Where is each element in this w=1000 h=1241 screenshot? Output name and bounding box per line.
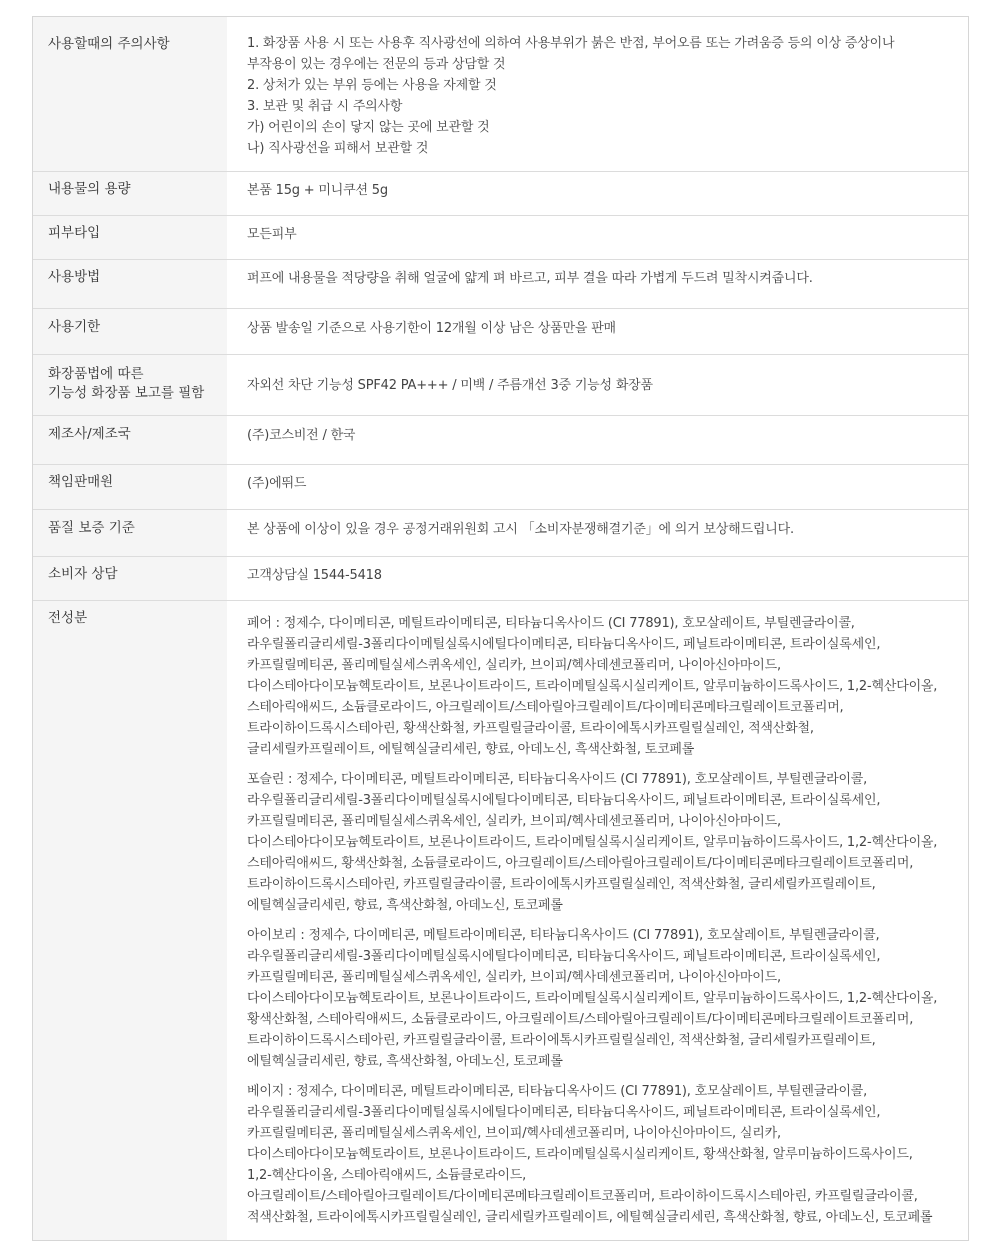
caution-line: 1. 화장품 사용 시 또는 사용후 직사광선에 의하여 사용부위가 붉은 반점, 부어오름 또는 가려움증 등의 이상 증상이나 bbox=[247, 36, 895, 51]
row-value-seller bbox=[227, 464, 968, 509]
row-label-manufacturer bbox=[33, 415, 227, 464]
row-value-manufacturer bbox=[227, 415, 968, 464]
row-value-skin-type bbox=[227, 215, 968, 259]
row-value-text: (주)에뛰드 bbox=[247, 475, 307, 491]
ingredient-line: 에틸헥실글리세린, 향료, 흑색산화철, 아데노신, 토코페롤 bbox=[247, 897, 563, 913]
caution-line: 2. 상처가 있는 부위 등에는 사용을 자제할 것 bbox=[247, 78, 497, 93]
table-row bbox=[33, 259, 968, 308]
row-value-text: 모든피부 bbox=[247, 226, 297, 242]
row-value-cautions bbox=[227, 17, 968, 171]
row-label-usage bbox=[33, 259, 227, 308]
row-value-text: 고객상담실 1544-5418 bbox=[247, 567, 382, 583]
ingredient-line: 1,2-헥산다이올, 스테아릭애씨드, 소듐클로라이드, bbox=[247, 1167, 527, 1183]
row-label-text: 책임판매원 bbox=[48, 473, 114, 490]
ingredient-line: 스테아릭애씨드, 황색산화철, 소듐클로라이드, 아크릴레이트/스테아릴아크릴레이트/다이메티콘메타크릴레이트코폴리머, bbox=[247, 855, 914, 871]
row-value-volume bbox=[227, 171, 968, 215]
ingredient-line: 라우릴폴리글리세릴-3폴리다이메틸실록시에틸다이메티콘, 티타늄디옥사이드, 페닐트라이메티콘, 트라이실록세인, bbox=[247, 636, 881, 652]
row-label-quality bbox=[33, 509, 227, 556]
row-value-text: 본품 15g + 미니쿠션 5g bbox=[247, 182, 388, 198]
ingredient-line: 스테아릭애씨드, 소듐클로라이드, 아크릴레이트/스테아릴아크릴레이트/다이메티콘메타크릴레이트코폴리머, bbox=[247, 699, 844, 715]
ingredient-line: 에틸헥실글리세린, 향료, 흑색산화철, 아데노신, 토코페롤 bbox=[247, 1053, 563, 1069]
row-label-text: 사용할때의 주의사항 bbox=[48, 36, 170, 52]
table-row bbox=[33, 415, 968, 464]
ingredient-line: 카프릴릴메티콘, 폴리메틸실세스퀴옥세인, 브이피/헥사데센코폴리머, 나이아신아마이드, 실리카, bbox=[247, 1125, 781, 1141]
row-label-consumer bbox=[33, 556, 227, 600]
product-info-table bbox=[33, 17, 968, 1240]
caution-line: 부작용이 있는 경우에는 전문의 등과 상담할 것 bbox=[247, 57, 506, 72]
ingredient-paragraph-beige bbox=[247, 1081, 968, 1228]
row-label-text: 피부타입 bbox=[48, 224, 101, 241]
ingredient-line: 다이스테아다이모늄헥토라이트, 보론나이트라이드, 트라이메틸실록시실리케이트, 알루미늄하이드록사이드, 1,2-헥산다이올, bbox=[247, 678, 938, 694]
row-value-usage bbox=[227, 259, 968, 308]
ingredient-line: 카프릴릴메티콘, 폴리메틸실세스퀴옥세인, 실리카, 브이피/헥사데센코폴리머, 나이아신아마이드, bbox=[247, 969, 781, 985]
row-label-ingredients bbox=[33, 600, 227, 1240]
row-value-text: 퍼프에 내용물을 적당량을 취해 얼굴에 얇게 펴 바르고, 피부 결을 따라 가볍게 두드려 밀착시켜줍니다. bbox=[247, 270, 813, 286]
table-row bbox=[33, 354, 968, 415]
ingredient-line: 페어 : 정제수, 다이메티콘, 메틸트라이메티콘, 티타늄디옥사이드 (CI 77891), 호모살레이트, 부틸렌글라이콜, bbox=[247, 615, 855, 631]
row-value-text: 자외선 차단 기능성 SPF42 PA+++ / 미백 / 주름개선 3중 기능성 화장품 bbox=[247, 377, 653, 393]
product-info-table-container bbox=[32, 16, 969, 1241]
table-row bbox=[33, 17, 968, 171]
ingredient-line: 다이스테아다이모늄헥토라이트, 보론나이트라이드, 트라이메틸실록시실리케이트, 알루미늄하이드록사이드, 1,2-헥산다이올, bbox=[247, 834, 938, 850]
ingredient-paragraph-ivory bbox=[247, 925, 968, 1072]
row-value-functional bbox=[227, 354, 968, 415]
ingredient-line: 아크릴레이트/스테아릴아크릴레이트/다이메티콘메타크릴레이트코폴리머, 트라이하이드록시스테아린, 카프릴릴글라이콜, bbox=[247, 1188, 918, 1204]
row-value-consumer bbox=[227, 556, 968, 600]
ingredient-line: 글리세릴카프릴레이트, 에틸헥실글리세린, 향료, 아데노신, 흑색산화철, 토코페롤 bbox=[247, 741, 695, 757]
ingredient-line: 적색산화철, 트라이에톡시카프릴릴실레인, 글리세릴카프릴레이트, 에틸헥실글리세린, 흑색산화철, 향료, 아데노신, 토코페롤 bbox=[247, 1209, 933, 1225]
table-row bbox=[33, 509, 968, 556]
ingredient-line: 트라이하이드록시스테아린, 카프릴릴글라이콜, 트라이에톡시카프릴릴실레인, 적색산화철, 글리세릴카프릴레이트, bbox=[247, 1032, 876, 1048]
table-row bbox=[33, 600, 968, 1240]
row-label-functional bbox=[33, 354, 227, 415]
row-label-text: 사용방법 bbox=[48, 268, 101, 285]
table-row bbox=[33, 308, 968, 354]
row-label-text: 내용물의 용량 bbox=[48, 180, 131, 197]
row-label-text: 사용기한 bbox=[48, 318, 101, 335]
row-value-ingredients bbox=[227, 600, 968, 1240]
ingredient-line: 카프릴릴메티콘, 폴리메틸실세스퀴옥세인, 실리카, 브이피/헥사데센코폴리머, 나이아신아마이드, bbox=[247, 813, 781, 829]
caution-line: 3. 보관 및 취급 시 주의사항 bbox=[247, 99, 403, 114]
ingredient-line: 트라이하이드록시스테아린, 카프릴릴글라이콜, 트라이에톡시카프릴릴실레인, 적색산화철, 글리세릴카프릴레이트, bbox=[247, 876, 876, 892]
table-row bbox=[33, 215, 968, 259]
table-row bbox=[33, 464, 968, 509]
table-row bbox=[33, 556, 968, 600]
row-label-text: 품질 보증 기준 bbox=[48, 519, 135, 536]
row-label-volume bbox=[33, 171, 227, 215]
row-label-text: 전성분 bbox=[48, 609, 88, 626]
ingredient-paragraph-porcelain bbox=[247, 769, 968, 916]
row-label-text: 기능성 화장품 보고를 필함 bbox=[48, 384, 205, 401]
ingredient-line: 황색산화철, 스테아릭애씨드, 소듐클로라이드, 아크릴레이트/스테아릴아크릴레이트/다이메티콘메타크릴레이트코폴리머, bbox=[247, 1011, 914, 1027]
ingredient-line: 라우릴폴리글리세릴-3폴리다이메틸실록시에틸다이메티콘, 티타늄디옥사이드, 페닐트라이메티콘, 트라이실록세인, bbox=[247, 792, 881, 808]
row-label-cautions bbox=[33, 17, 227, 171]
ingredient-line: 트라이하이드록시스테아린, 황색산화철, 카프릴릴글라이콜, 트라이에톡시카프릴릴실레인, 적색산화철, bbox=[247, 720, 814, 736]
ingredient-line: 다이스테아다이모늄헥토라이트, 보론나이트라이드, 트라이메틸실록시실리케이트, 알루미늄하이드록사이드, 1,2-헥산다이올, bbox=[247, 990, 938, 1006]
ingredient-line: 라우릴폴리글리세릴-3폴리다이메틸실록시에틸다이메티콘, 티타늄디옥사이드, 페닐트라이메티콘, 트라이실록세인, bbox=[247, 948, 881, 964]
ingredient-line: 다이스테아다이모늄헥토라이트, 보론나이트라이드, 트라이메틸실록시실리케이트, 황색산화철, 알루미늄하이드록사이드, bbox=[247, 1146, 913, 1162]
caution-line: 가) 어린이의 손이 닿지 않는 곳에 보관할 것 bbox=[247, 120, 490, 135]
caution-line: 나) 직사광선을 피해서 보관할 것 bbox=[247, 141, 429, 156]
table-row bbox=[33, 171, 968, 215]
ingredient-line: 포슬린 : 정제수, 다이메티콘, 메틸트라이메티콘, 티타늄디옥사이드 (CI 77891), 호모살레이트, 부틸렌글라이콜, bbox=[247, 771, 868, 787]
ingredient-line: 카프릴릴메티콘, 폴리메틸실세스퀴옥세인, 실리카, 브이피/헥사데센코폴리머, 나이아신아마이드, bbox=[247, 657, 781, 673]
row-label-skin-type bbox=[33, 215, 227, 259]
ingredient-line: 라우릴폴리글리세릴-3폴리다이메틸실록시에틸다이메티콘, 티타늄디옥사이드, 페닐트라이메티콘, 트라이실록세인, bbox=[247, 1104, 881, 1120]
ingredient-paragraph-pear bbox=[247, 613, 968, 760]
row-label-text: 화장품법에 따른 bbox=[48, 365, 144, 382]
row-label-seller bbox=[33, 464, 227, 509]
ingredient-line: 베이지 : 정제수, 다이메티콘, 메틸트라이메티콘, 티타늄디옥사이드 (CI 77891), 호모살레이트, 부틸렌글라이콜, bbox=[247, 1083, 868, 1099]
row-value-quality bbox=[227, 509, 968, 556]
row-label-text: 소비자 상담 bbox=[48, 565, 118, 582]
row-value-expiry bbox=[227, 308, 968, 354]
row-value-text: 본 상품에 이상이 있을 경우 공정거래위원회 고시 「소비자분쟁해결기준」에 의거 보상해드립니다. bbox=[247, 521, 794, 537]
ingredient-line: 아이보리 : 정제수, 다이메티콘, 메틸트라이메티콘, 티타늄디옥사이드 (CI 77891), 호모살레이트, 부틸렌글라이콜, bbox=[247, 927, 880, 943]
row-value-text: (주)코스비전 / 한국 bbox=[247, 427, 356, 443]
row-label-text: 제조사/제조국 bbox=[48, 425, 131, 442]
row-value-text: 상품 발송일 기준으로 사용기한이 12개월 이상 남은 상품만을 판매 bbox=[247, 320, 616, 336]
row-label-expiry bbox=[33, 308, 227, 354]
